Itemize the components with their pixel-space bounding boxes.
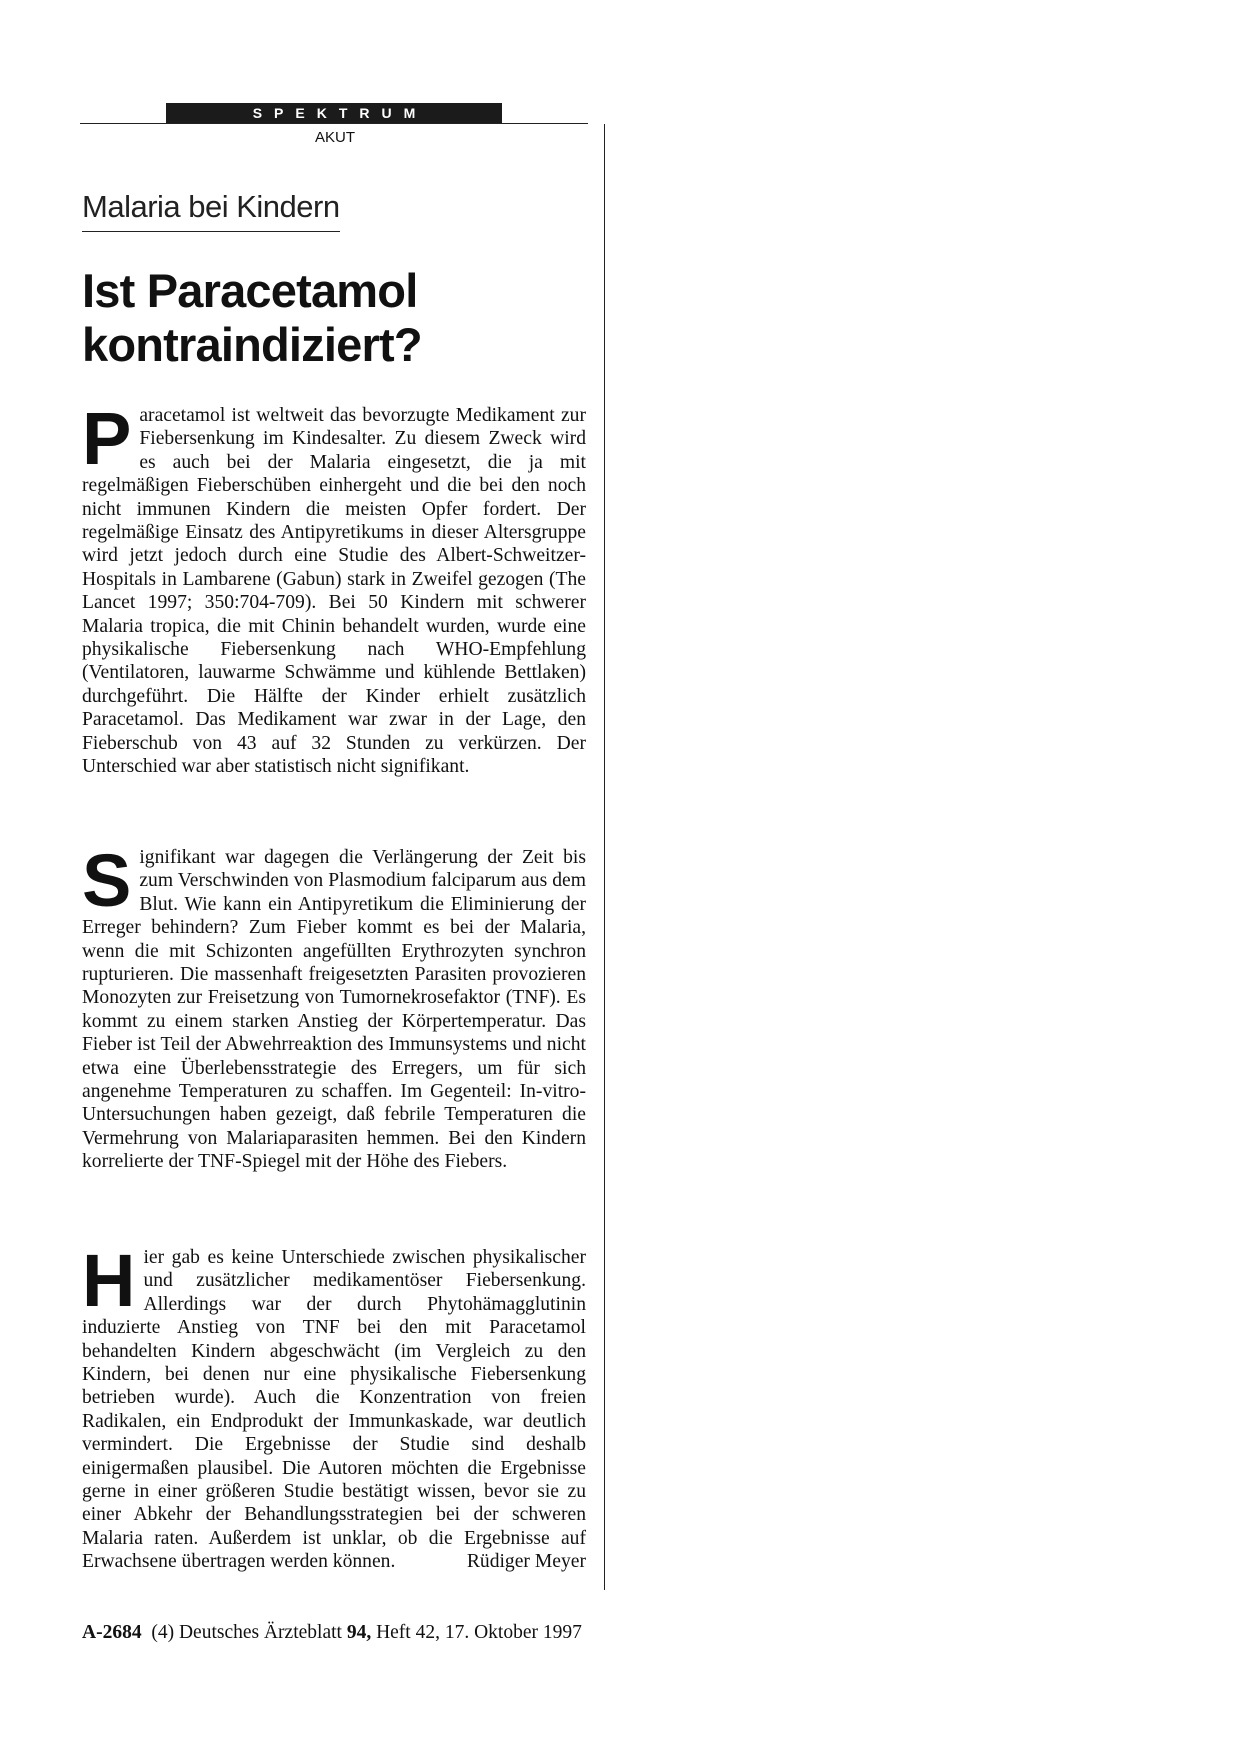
article-headline: Ist Paracetamol kontraindiziert? (82, 264, 422, 371)
paragraph-3-text: ier gab es keine Unterschiede zwischen physikalischer und zusätzlicher medikamentöser Fiebersenkung. Allerdings war der durch Phytohämagglutinin induzierte Anstieg von TNF bei den mit Paracetamol behandelten Kindern abgeschwächt (im Vergleich zu den Kindern, bei denen nur eine physikalische Fiebersenkung betrieben wurde). Auch die Konzentration von freien Radikalen, ein Endprodukt der Immunkaskade, war deutlich vermindert. Die Ergebnisse der Studie sind deshalb einigermaßen plausibel. Die Autoren möchten die Ergebnisse gerne in einer größeren Studie bestätigt wissen, bevor sie zu einer Abkehr der Behandlungsstrategien bei der schweren Malaria raten. Außerdem ist unklar, ob die Ergebnisse auf Erwachsene übertragen werden können. (82, 1247, 586, 1573)
journal-volume: 94, (346, 1622, 372, 1643)
section-label: SPEKTRUM (166, 103, 502, 123)
paragraph-1 (82, 397, 586, 779)
article-kicker: Malaria bei Kindern (82, 189, 340, 232)
page-code: A-2684 (82, 1622, 142, 1643)
page-footer (82, 1622, 582, 1644)
issue-date: Heft 42, 17. Oktober 1997 (376, 1622, 582, 1643)
author-name: Rüdiger Meyer (466, 1551, 586, 1573)
page-number: (4) (151, 1622, 175, 1643)
paragraph-2 (82, 839, 586, 1174)
dropcap-2: S (82, 839, 132, 922)
column-divider (604, 124, 605, 1590)
dropcap-1: P (82, 397, 132, 480)
journal-name: Deutsches Ärzteblatt (178, 1622, 342, 1643)
paragraph-2-text: ignifikant war dagegen die Verlängerung der Zeit bis zum Verschwinden von Plasmodium falciparum aus dem Blut. Wie kann ein Antipyretikum die Eliminierung der Erreger behindern? Zum Fieber kommt es bei der Malaria, wenn die mit Schizonten angefüllten Erythrozyten synchron rupturieren. Die massenhaft freigesetzten Parasiten provozieren Monozyten zur Freisetzung von Tumornekrosefaktor (TNF). Es kommt zu einem starken Anstieg der Körpertemperatur. Das Fieber ist Teil der Abwehrreaktion des Immunsystems und nicht etwa eine Überlebensstrategie des Erregers, um für sich angenehme Temperaturen zu schaffen. Im Gegenteil: In-vitro-Untersuchungen haben gezeigt, daß febrile Temperaturen die Vermehrung von Malariaparasiten hemmen. Bei den Kindern korrelierte der TNF-Spiegel mit der Höhe des Fiebers. (82, 847, 586, 1173)
paragraph-1-text: aracetamol ist weltweit das bevorzugte Medikament zur Fiebersenkung im Kindesalter. Zu diesem Zweck wird es auch bei der Malaria eingesetzt, die ja mit regelmäßigen Fieberschüben einhergeht und die bei den noch nicht immunen Kindern die meisten Opfer fordert. Der regelmäßige Einsatz des Antipyretikums in dieser Altersgruppe wird jetzt jedoch durch eine Studie des Albert-Schweitzer-Hospitals in Lambarene (Gabun) stark in Zweifel gezogen (The Lancet 1997; 350:704-709). Bei 50 Kindern mit schwerer Malaria tropica, die mit Chinin behandelt wurden, wurde eine physikalische Fiebersenkung nach WHO-Empfehlung (Ventilatoren, lauwarme Schwämme und kühlende Bettlaken) durchgeführt. Die Hälfte der Kinder erhielt zusätzlich Paracetamol. Das Medikament war zwar in der Lage, den Fieberschub von 43 auf 32 Stunden zu verkürzen. Der Unterschied war aber statistisch nicht signifikant. (82, 405, 586, 778)
paragraph-3 (82, 1239, 586, 1574)
dropcap-3: H (82, 1239, 136, 1322)
header-rule (80, 123, 588, 124)
subsection-label: AKUT (314, 129, 355, 146)
